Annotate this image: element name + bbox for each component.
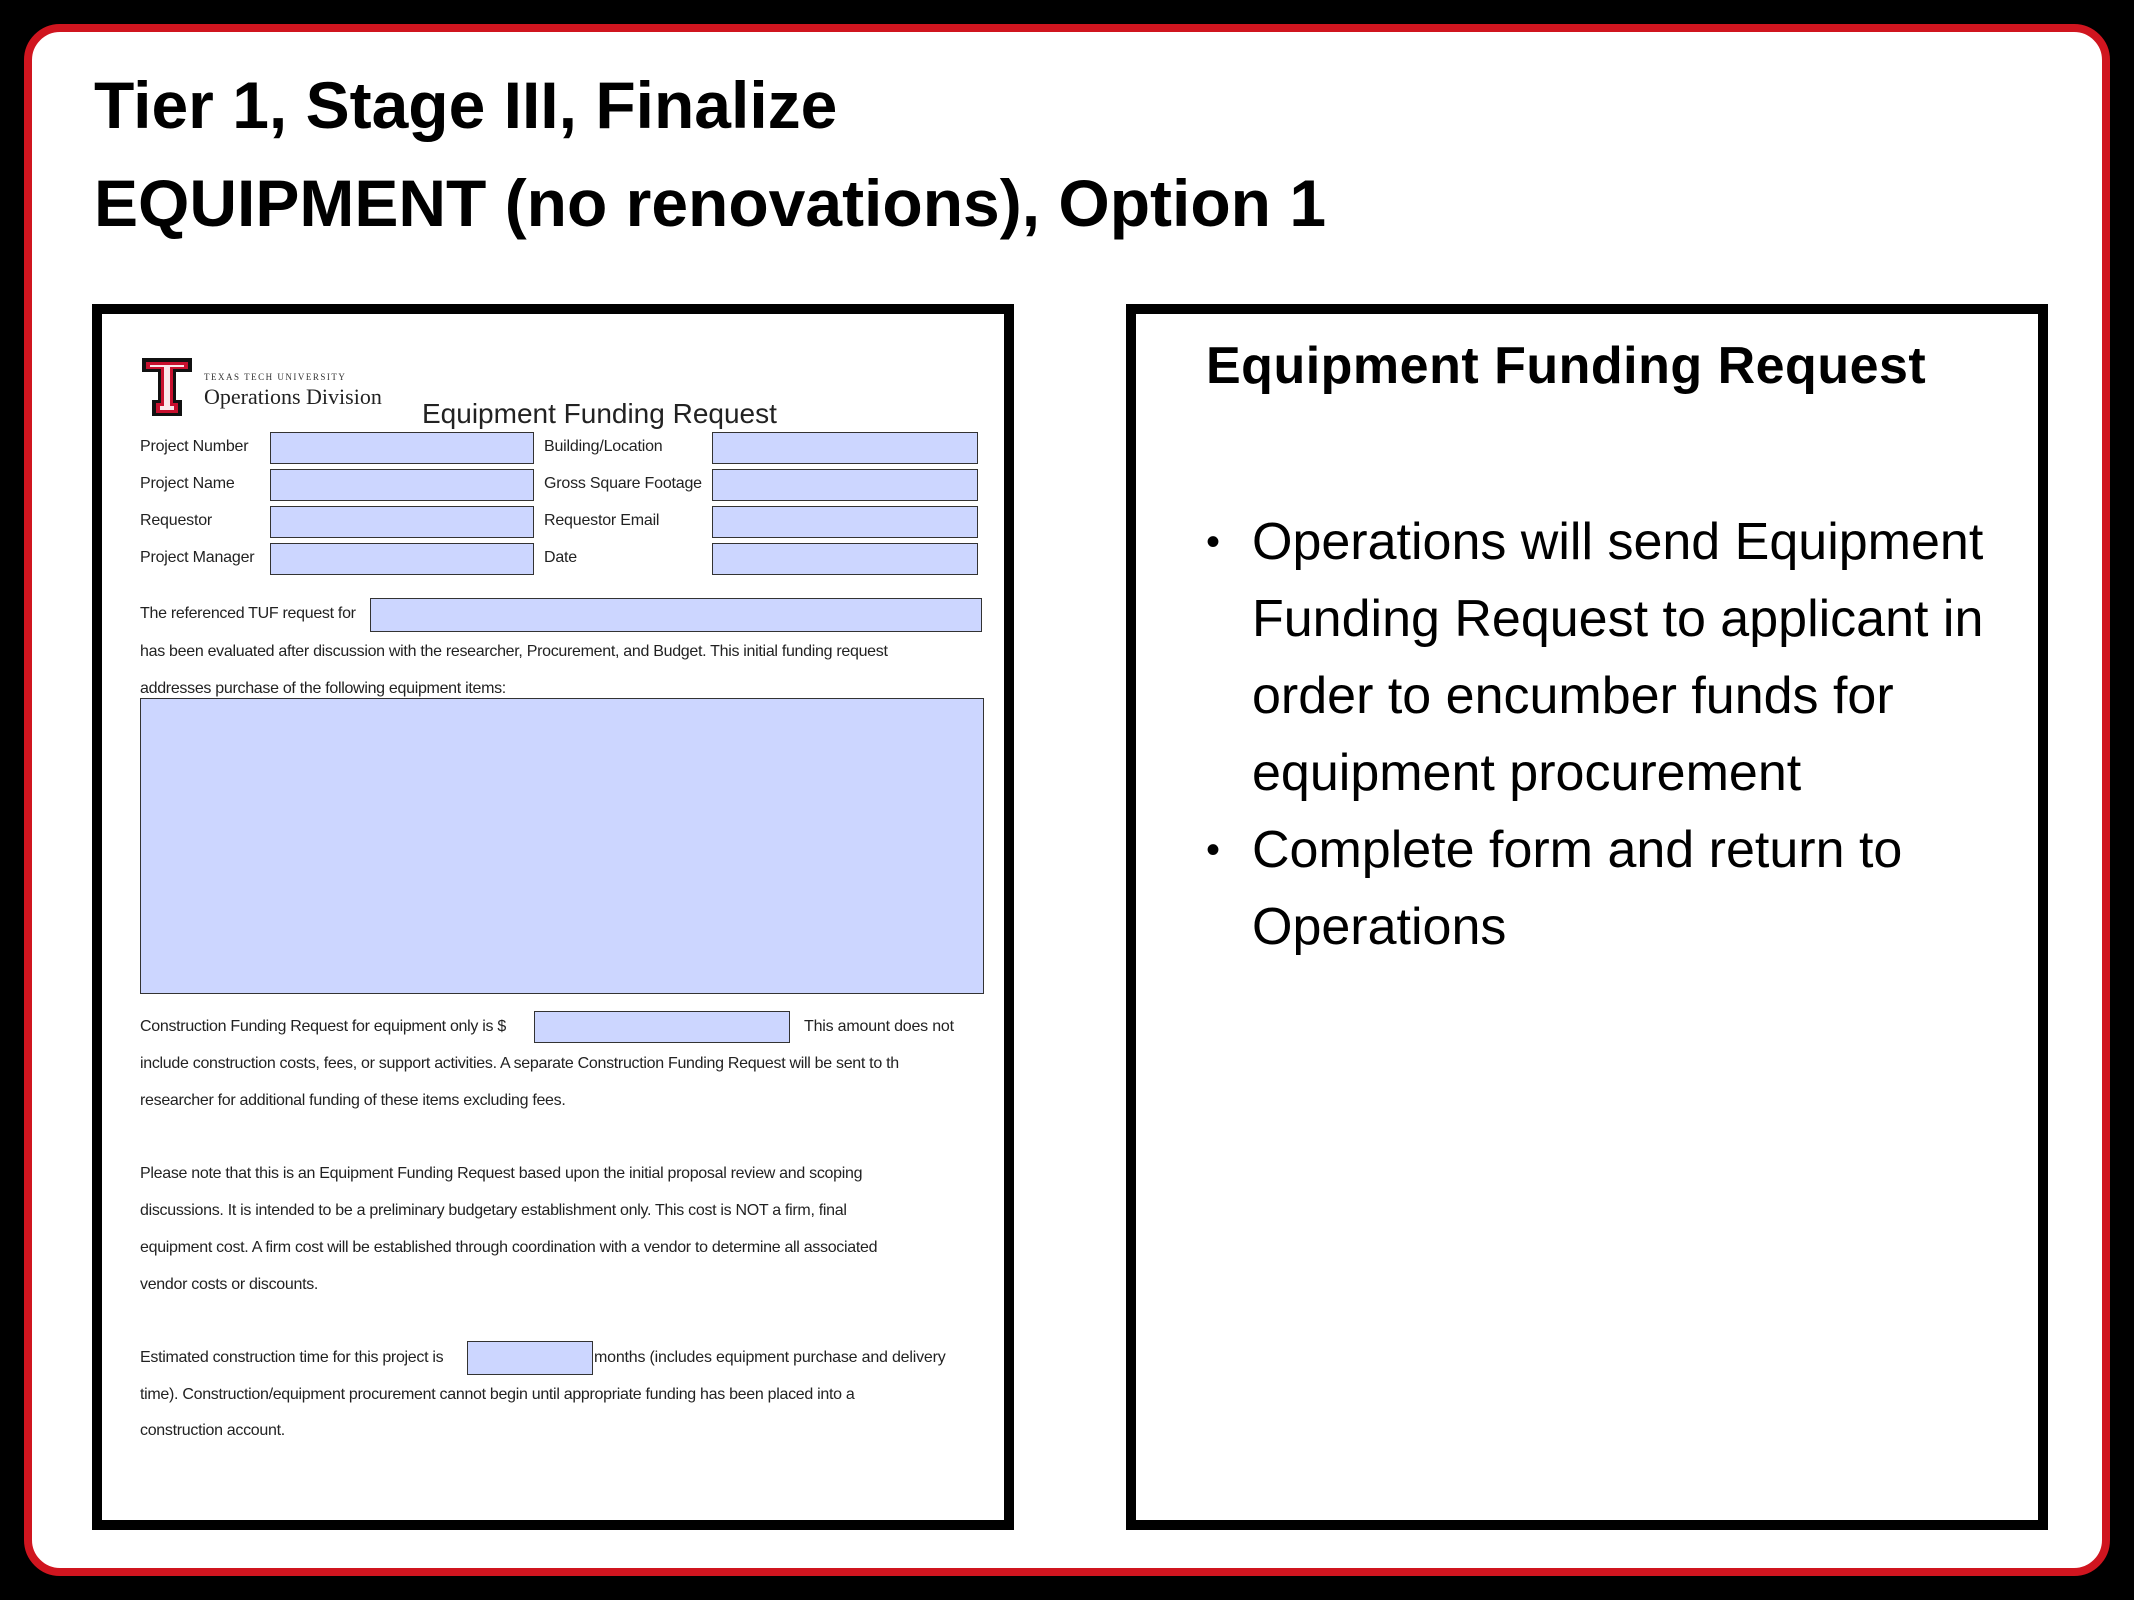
- time-after-text: months (includes equipment purchase and delivery: [594, 1349, 946, 1366]
- project-manager-field[interactable]: [270, 543, 534, 575]
- tuf-request-field[interactable]: [370, 598, 982, 632]
- amount-text-line: include construction costs, fees, or support activities. A separate Construction Funding Request will be sent to th: [140, 1055, 899, 1072]
- university-name: TEXAS TECH UNIVERSITY: [204, 372, 347, 382]
- time-text-line: time). Construction/equipment procurement cannot begin until appropriate funding has been placed into a: [140, 1386, 855, 1403]
- slide-title: Tier 1, Stage III, Finalize: [94, 68, 838, 142]
- amount-label: Construction Funding Request for equipment only is $: [140, 1018, 506, 1035]
- bullet-text: Operations will send Equipment Funding Request to applicant in order to encumber funds for equipment procurement: [1252, 513, 1984, 802]
- field-label-requestor: Requestor: [140, 512, 213, 529]
- equipment-funding-request-form: [102, 314, 1004, 1520]
- equipment-items-textarea[interactable]: [140, 698, 984, 994]
- amount-after-text: This amount does not: [804, 1018, 954, 1035]
- time-label: Estimated construction time for this project is: [140, 1349, 444, 1366]
- field-label-project-name: Project Name: [140, 475, 235, 492]
- bullet-icon: •: [1206, 520, 1221, 564]
- date-field[interactable]: [712, 543, 978, 575]
- bullet-icon: •: [1206, 828, 1221, 872]
- note-text-line: Please note that this is an Equipment Funding Request based upon the initial proposal review and scoping: [140, 1165, 863, 1182]
- construction-time-field[interactable]: [467, 1341, 593, 1375]
- note-text-line: vendor costs or discounts.: [140, 1276, 319, 1293]
- list-item: [1206, 812, 2036, 966]
- list-item: [1206, 504, 2036, 812]
- form-title: Equipment Funding Request: [422, 398, 777, 429]
- field-label-project-manager: Project Manager: [140, 549, 255, 566]
- building-location-field[interactable]: [712, 432, 978, 464]
- intro-text-line: has been evaluated after discussion with the researcher, Procurement, and Budget. This initial funding request: [140, 643, 888, 660]
- amount-text-line: researcher for additional funding of these items excluding fees.: [140, 1092, 566, 1109]
- amount-field[interactable]: [534, 1011, 790, 1043]
- field-label-date: Date: [544, 549, 577, 566]
- bullet-list: [1206, 504, 2036, 966]
- field-label-project-number: Project Number: [140, 438, 249, 455]
- form-image-panel: [92, 304, 1014, 1530]
- tuf-request-label: The referenced TUF request for: [140, 605, 356, 622]
- project-number-field[interactable]: [270, 432, 534, 464]
- intro-text-line: addresses purchase of the following equipment items:: [140, 680, 506, 697]
- notes-title: Equipment Funding Request: [1206, 337, 1927, 395]
- project-name-field[interactable]: [270, 469, 534, 501]
- bullet-text: Complete form and return to Operations: [1252, 821, 1903, 956]
- requestor-email-field[interactable]: [712, 506, 978, 538]
- gross-square-footage-field[interactable]: [712, 469, 978, 501]
- field-label-building-location: Building/Location: [544, 438, 663, 455]
- field-label-requestor-email: Requestor Email: [544, 512, 660, 529]
- note-text-line: equipment cost. A firm cost will be established through coordination with a vendor to determine all associated: [140, 1239, 878, 1256]
- slide-subtitle: EQUIPMENT (no renovations), Option 1: [94, 166, 1327, 240]
- note-text-line: discussions. It is intended to be a preliminary budgetary establishment only. This cost is NOT a firm, final: [140, 1202, 847, 1219]
- time-text-line: construction account.: [140, 1422, 285, 1439]
- field-label-gross-square-footage: Gross Square Footage: [544, 475, 702, 492]
- double-t-logo-icon: [140, 356, 194, 418]
- requestor-field[interactable]: [270, 506, 534, 538]
- division-name: Operations Division: [204, 384, 382, 409]
- notes-panel: [1126, 304, 2048, 1530]
